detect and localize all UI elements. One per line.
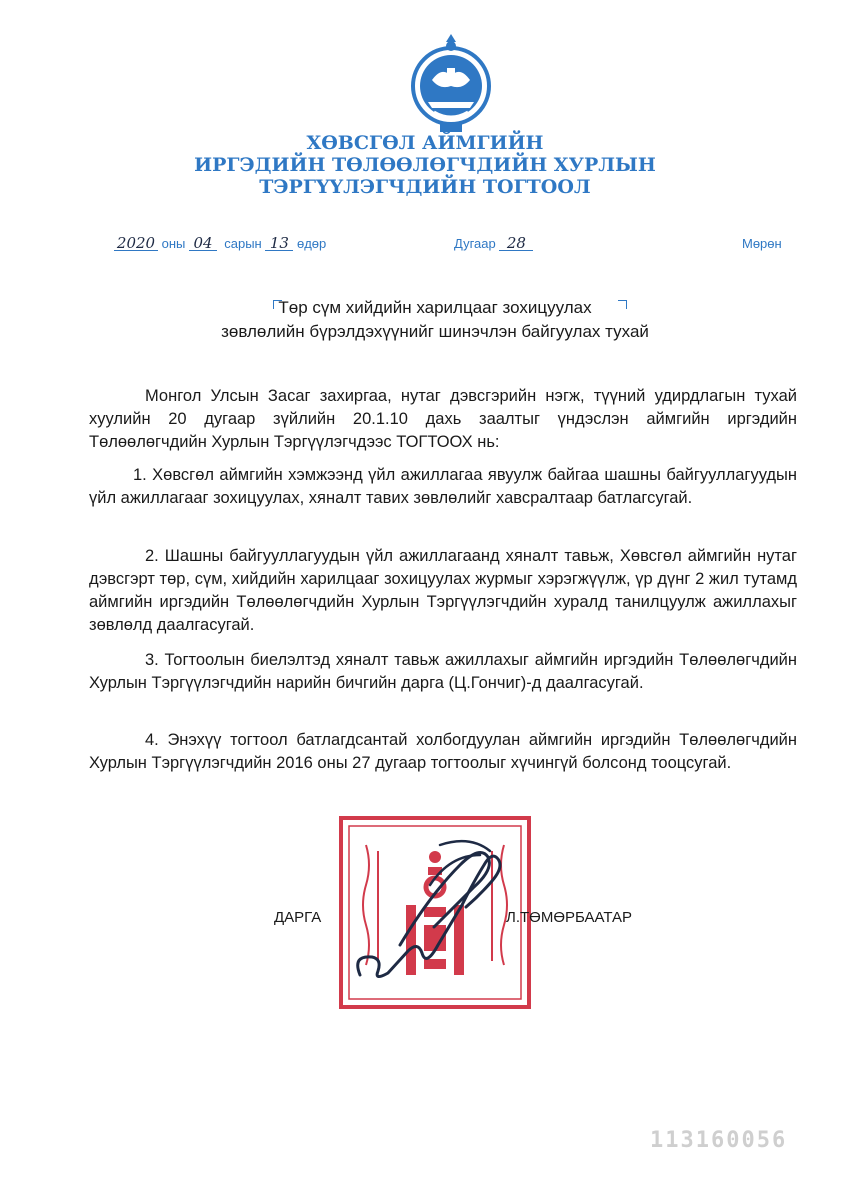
document-number: 28 (499, 236, 533, 251)
year-label: оны (161, 236, 186, 251)
date-day: 13 (265, 236, 293, 251)
state-emblem-icon (410, 28, 492, 136)
item-1: 1. Хөвсгөл аймгийн хэмжээнд үйл ажиллагаа явуулж байгаа шашны байгууллагуудын үйл ажиллагааг зохицуулах, хяналт тавих зөвлөлийг хавсралтаар батлагсугай. (89, 466, 797, 507)
signatory-title: ДАРГА (274, 909, 322, 926)
intro-paragraph: Монгол Улсын Засаг захиргаа, нутаг дэвсгэрийн нэгж, түүний удирдлагын тухай хуулийн 20 дугаар зүйлийн 20.1.10 дахь заалтыг үндэслэн аймгийн иргэдийн Төлөөлөгчдийн Хурлын Тэргүүлэгчдээс ТОГТООХ нь: (89, 387, 797, 451)
header-line-1: ХӨВСГӨЛ АЙМГИЙН (306, 132, 544, 154)
title-line-1: Төр сүм хийдийн харилцааг зохицуулах (278, 298, 592, 317)
number-label: Дугаар (454, 236, 496, 251)
header-line-2: ИРГЭДИЙН ТӨЛӨӨЛӨГЧДИЙН ХУРЛЫН (194, 154, 656, 176)
month-label: сарын (224, 236, 262, 251)
item-2: 2. Шашны байгууллагуудын үйл ажиллагаанд хяналт тавьж, Хөвсгөл аймгийн нутаг дэвсгэрт төр, сүм, хийдийн харилцааг зохицуулах журмыг хэрэгжүүлж, үр дүнг 2 жил тутамд аймгийн иргэдийн Төлөөлөгчдийн Хурлын Тэргүүлэгчдийн хуралд танилцуулж ажиллахыг зөвлөлд даалгасугай. (89, 547, 797, 634)
place-name: Мөрөн (742, 236, 782, 251)
document-header (150, 132, 700, 198)
document-title (150, 296, 720, 344)
signatory-name: Л.ТӨМӨРБААТАР (506, 909, 633, 926)
serial-number: 113160056 (650, 1128, 788, 1153)
title-line-2: зөвлөлийн бүрэлдэхүүнийг шинэчлэн байгуулах тухай (221, 322, 649, 341)
number-field (454, 236, 533, 251)
handwritten-signature (340, 825, 520, 995)
header-line-3: ТЭРГҮҮЛЭГЧДИЙН ТОГТООЛ (259, 176, 591, 198)
date-year: 2020 (114, 236, 158, 251)
item-3: 3. Тогтоолын биелэлтэд хяналт тавьж ажиллахыг аймгийн иргэдийн Төлөөлөгчдийн Хурлын Тэргүүлэгчдийн нарийн бичгийн дарга (Ц.Гончиг)-д даалгасугай. (89, 651, 797, 692)
day-label: өдөр (296, 236, 327, 251)
date-field (114, 236, 326, 251)
date-month: 04 (189, 236, 217, 251)
item-4: 4. Энэхүү тогтоол батлагдсантай холбогдуулан аймгийн иргэдийн Төлөөлөгчдийн Хурлын Тэргүүлэгчдийн 2016 оны 27 дугаар тогтоолыг хүчингүй болсонд тооцсугай. (89, 731, 797, 772)
